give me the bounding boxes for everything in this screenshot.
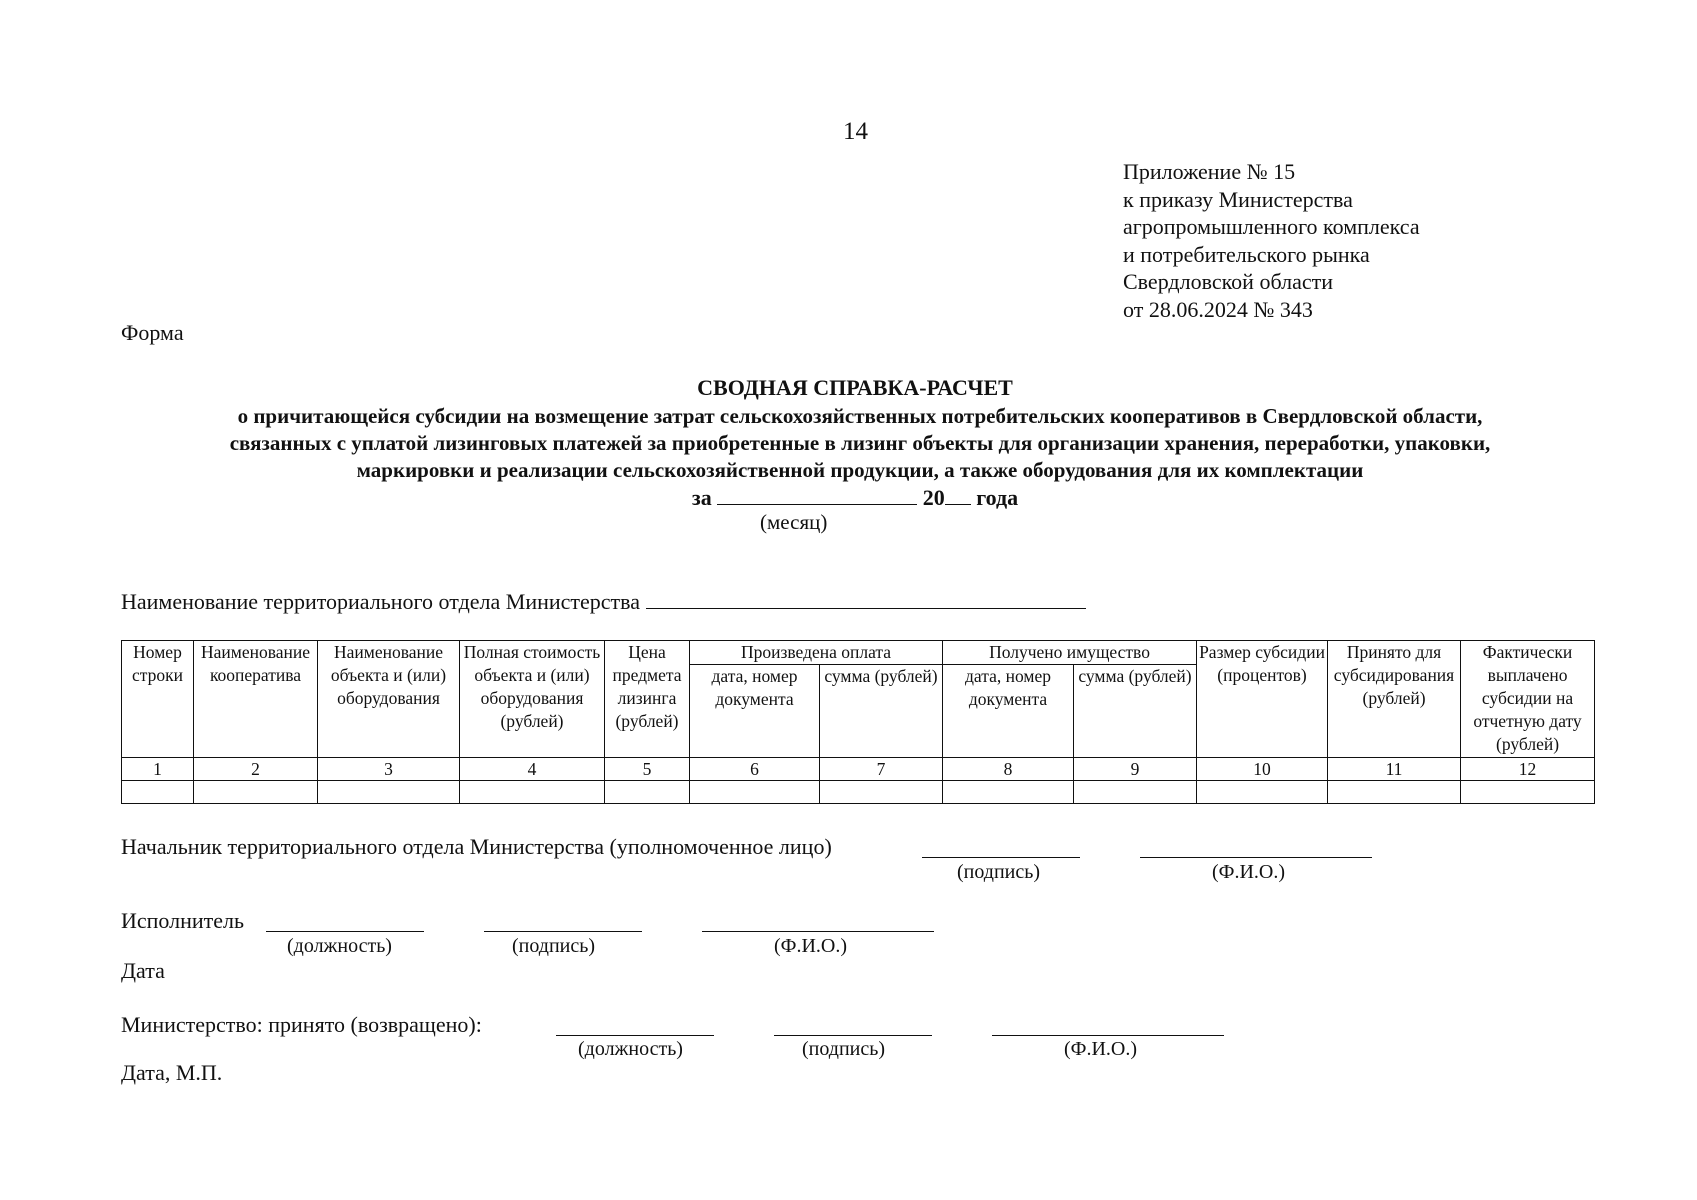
date-stamp-label: Дата, М.П. <box>121 1060 223 1085</box>
table-cell[interactable] <box>1461 781 1595 804</box>
date-label: Дата <box>121 958 165 983</box>
header-payment-made: Произведена оплата <box>690 641 943 665</box>
header-leasing-price: Цена предмета лизинга (рублей) <box>605 641 690 758</box>
table-cell[interactable] <box>943 781 1074 804</box>
table-cell[interactable] <box>690 781 820 804</box>
header-received-date: дата, номер документа <box>943 665 1074 758</box>
column-number: 5 <box>605 758 690 781</box>
table-cell[interactable] <box>460 781 605 804</box>
head-signature-line[interactable] <box>922 856 1080 858</box>
executor-name-caption: (Ф.И.О.) <box>774 935 848 957</box>
column-number: 6 <box>690 758 820 781</box>
appendix-line: к приказу Министерства <box>1123 186 1353 212</box>
executor-position-line[interactable] <box>266 930 424 932</box>
column-number: 3 <box>318 758 460 781</box>
table-row <box>122 781 1595 804</box>
period-prefix: за <box>691 485 712 510</box>
ministry-signature-line[interactable] <box>774 1034 932 1036</box>
header-subsidy-percent: Размер субсидии (процентов) <box>1197 641 1328 758</box>
executor-name-line[interactable] <box>702 930 934 932</box>
table-cell[interactable] <box>820 781 943 804</box>
appendix-block <box>1123 158 1420 323</box>
subtitle-line: о причитающейся субсидии на возмещение затрат сельскохозяйственных потребительских кооперативов в Свердловской области, <box>237 404 1483 428</box>
header-accepted: Принято для субсидирования (рублей) <box>1328 641 1461 758</box>
territorial-blank[interactable] <box>646 588 1086 609</box>
column-number: 7 <box>820 758 943 781</box>
table-cell[interactable] <box>1328 781 1461 804</box>
header-property-received: Получено имущество <box>943 641 1197 665</box>
ministry-label: Министерство: принято (возвращено): <box>121 1012 482 1037</box>
period-suffix: года <box>976 485 1019 510</box>
period-line <box>0 484 1697 511</box>
executor-signature-line[interactable] <box>484 930 642 932</box>
header-actually-paid: Фактически выплачено субсидии на отчетную дату (рублей) <box>1461 641 1595 758</box>
subtitle-line: маркировки и реализации сельскохозяйственной продукции, а также оборудования для их комплектации <box>356 458 1364 482</box>
ministry-signature-caption: (подпись) <box>802 1038 886 1060</box>
month-caption: (месяц) <box>760 510 828 534</box>
table-cell[interactable] <box>194 781 318 804</box>
head-name-caption: (Ф.И.О.) <box>1212 861 1286 883</box>
header-row-number: Номер строки <box>122 641 194 758</box>
executor-position-caption: (должность) <box>287 935 392 957</box>
appendix-line: Свердловской области <box>1123 269 1333 294</box>
table-cell[interactable] <box>1197 781 1328 804</box>
header-paid-date: дата, номер документа <box>690 665 820 758</box>
header-row <box>122 641 1595 665</box>
table-cell[interactable] <box>318 781 460 804</box>
executor-label: Исполнитель <box>121 908 245 933</box>
column-number: 1 <box>122 758 194 781</box>
ministry-name-line[interactable] <box>992 1034 1224 1036</box>
column-number: 11 <box>1328 758 1461 781</box>
table-cell[interactable] <box>1074 781 1197 804</box>
head-signature-label: Начальник территориального отдела Министерства (уполномоченное лицо) <box>121 834 832 859</box>
column-number: 2 <box>194 758 318 781</box>
header-cooperative: Наименование кооператива <box>194 641 318 758</box>
form-label: Форма <box>121 320 184 345</box>
header-received-sum: сумма (рублей) <box>1074 665 1197 758</box>
appendix-line: и потребительского рынка <box>1123 241 1370 267</box>
column-number: 8 <box>943 758 1074 781</box>
header-object: Наименование объекта и (или) оборудования <box>318 641 460 758</box>
header-paid-sum: сумма (рублей) <box>820 665 943 758</box>
appendix-line: агропромышленного комплекса <box>1123 214 1420 239</box>
ministry-position-line[interactable] <box>556 1034 714 1036</box>
month-blank[interactable] <box>717 484 917 505</box>
year-blank[interactable] <box>945 484 971 505</box>
appendix-line: от 28.06.2024 № 343 <box>1123 296 1313 322</box>
ministry-position-caption: (должность) <box>578 1038 683 1060</box>
document-title: СВОДНАЯ СПРАВКА-РАСЧЕТ <box>697 375 1013 400</box>
appendix-line: Приложение № 15 <box>1123 159 1296 184</box>
table-cell[interactable] <box>122 781 194 804</box>
column-number-row <box>122 758 1595 781</box>
table-cell[interactable] <box>605 781 690 804</box>
head-signature-caption: (подпись) <box>957 861 1041 883</box>
head-name-line[interactable] <box>1140 856 1372 858</box>
header-full-cost: Полная стоимость объекта и (или) оборудования (рублей) <box>460 641 605 758</box>
document-subtitle <box>120 403 1600 484</box>
subtitle-line: связанных с уплатой лизинговых платежей за приобретенные в лизинг объекты для организации хранения, переработки, упаковки, <box>229 431 1491 455</box>
column-number: 4 <box>460 758 605 781</box>
executor-signature-caption: (подпись) <box>512 935 596 957</box>
column-number: 9 <box>1074 758 1197 781</box>
column-number: 10 <box>1197 758 1328 781</box>
territorial-label: Наименование территориального отдела Министерства <box>121 589 641 614</box>
territorial-department-row <box>121 588 1086 615</box>
year-prefix: 20 <box>922 485 945 510</box>
calculation-table <box>121 640 1595 804</box>
column-number: 12 <box>1461 758 1595 781</box>
ministry-name-caption: (Ф.И.О.) <box>1064 1038 1138 1060</box>
page-number: 14 <box>843 118 868 145</box>
